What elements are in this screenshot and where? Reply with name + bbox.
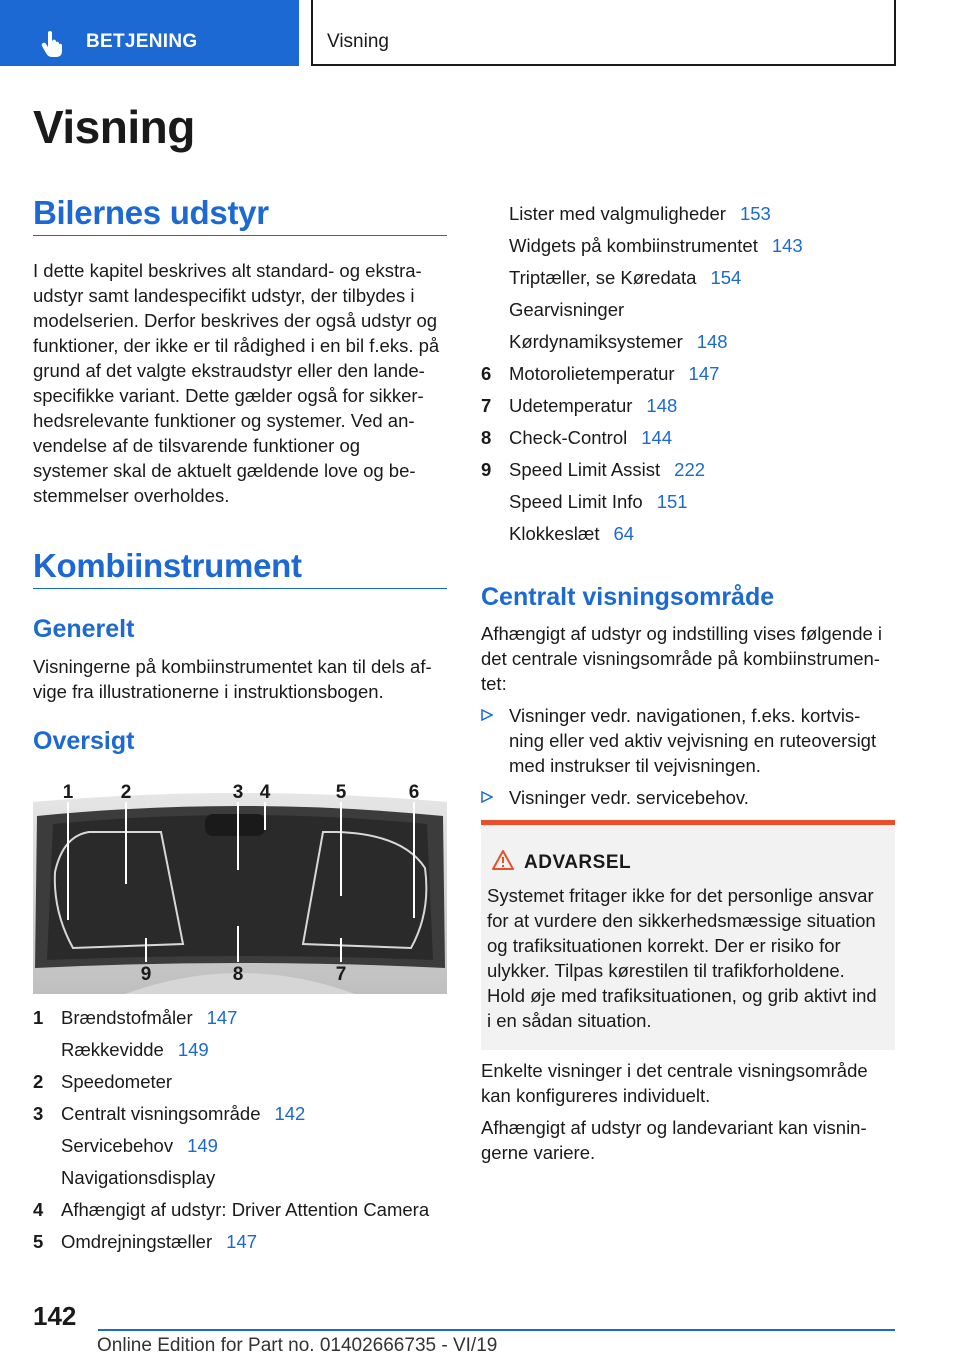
warning-text (487, 883, 891, 1033)
page-title: Visning (33, 101, 195, 153)
subheading-central: Centralt visningsområde (481, 583, 775, 611)
page-header-label: Visning (327, 31, 389, 52)
legend-item (481, 203, 901, 235)
legend-item (33, 1135, 453, 1167)
callout-label: 7 (335, 964, 347, 985)
section-heading-cluster: Kombiinstrument (33, 547, 302, 584)
legend-text-wrap (61, 1199, 429, 1221)
footer-rule (98, 1329, 895, 1331)
legend-number: 1 (33, 1007, 44, 1028)
legend-item (481, 491, 901, 523)
legend-number: 5 (33, 1231, 44, 1252)
legend-text: Gearvisninger (509, 299, 625, 320)
callout-label: 3 (232, 782, 244, 803)
legend-text: Check-Control (509, 427, 628, 448)
legend-item (481, 459, 901, 491)
legend-text: Triptæller, se Køredata (509, 267, 697, 288)
footer-edition: Online Edition for Part no. 01402666735 - VI/19 (97, 1335, 498, 1356)
text-line: funktioner, der ikke er til rådighed i en bil f.eks. på (33, 335, 440, 356)
page-reference-link[interactable]: 149 (187, 1135, 218, 1156)
legend-text: Rækkevidde (61, 1039, 164, 1060)
legend-list-left (33, 1007, 453, 1263)
legend-text-wrap (509, 427, 672, 449)
legend-text-wrap (61, 1167, 215, 1189)
legend-item (33, 1039, 453, 1071)
text-line: Visninger vedr. servicebehov. (509, 787, 749, 808)
text-line: for at vurdere den sikkerhedsmæssige situation (487, 910, 876, 931)
text-line: tet: (481, 673, 507, 694)
closing-paragraph (481, 1058, 901, 1108)
text-line: stemmelser overholdes. (33, 485, 230, 506)
page-reference-link[interactable]: 151 (656, 491, 688, 512)
legend-text: Brændstofmåler (61, 1007, 193, 1028)
text-line: Hold øje med trafiksituationen, og grib aktivt ind (487, 985, 877, 1006)
text-line: Afhængigt af udstyr og landevariant kan visnin- (481, 1117, 867, 1138)
legend-text-wrap (61, 1007, 237, 1029)
subheading-general: Generelt (33, 615, 135, 643)
page-reference-link[interactable]: 222 (674, 459, 706, 480)
legend-text: Kørdynamiksystemer (509, 331, 683, 352)
page-reference-link[interactable]: 148 (646, 395, 678, 416)
text-line: udstyr samt landespecifikt udstyr, der tilbydes i (33, 285, 415, 306)
legend-item (33, 1071, 453, 1103)
page-reference-link[interactable]: 149 (177, 1039, 209, 1060)
text-line: vendelse af de tilsvarende funktioner og (33, 435, 361, 456)
legend-text-wrap (509, 299, 624, 321)
bullet-item (481, 703, 901, 778)
callout-label: 5 (335, 782, 347, 803)
bullet-triangle-icon (481, 791, 493, 803)
legend-text-wrap (61, 1135, 218, 1157)
text-line: Visningerne på kombiinstrumentet kan til dels af- (33, 656, 432, 677)
central-bullets (481, 703, 901, 817)
warning-box (481, 820, 895, 1050)
page-reference-link[interactable]: 147 (226, 1231, 258, 1252)
callout-label: 4 (259, 782, 271, 803)
legend-text-wrap (509, 459, 705, 481)
callout-label: 1 (62, 782, 74, 803)
page-reference-link[interactable]: 142 (274, 1103, 306, 1124)
bullet-triangle-icon (481, 709, 493, 721)
text-line: I dette kapitel beskrives alt standard- og ekstra- (33, 260, 422, 281)
equipment-paragraph (33, 258, 453, 508)
legend-text: Centralt visningsområde (61, 1103, 261, 1124)
text-line: Afhængigt af udstyr og indstilling vises følgende i (481, 623, 883, 644)
legend-text-wrap (61, 1103, 305, 1125)
legend-text: Widgets på kombiinstrumentet (509, 235, 758, 256)
callout-label: 6 (408, 782, 420, 803)
legend-text: Klokkeslæt (509, 523, 600, 544)
section-rule (33, 235, 447, 236)
legend-text: Afhængigt af udstyr: Driver Attention Camera (61, 1199, 430, 1220)
legend-number: 7 (481, 395, 492, 416)
legend-list-right (481, 203, 901, 555)
legend-number: 4 (33, 1199, 44, 1220)
instrument-cluster-figure (33, 772, 447, 994)
text-line: hedsrelevante funktioner og systemer. Ved an- (33, 410, 415, 431)
legend-text: Speed Limit Assist (509, 459, 661, 480)
section-label: BETJENING (86, 31, 198, 52)
legend-text: Speedometer (61, 1071, 173, 1092)
page-header-title (311, 0, 896, 66)
callout-label: 2 (120, 782, 132, 803)
page-reference-link[interactable]: 154 (710, 267, 742, 288)
legend-item (33, 1231, 453, 1263)
legend-item (481, 363, 901, 395)
section-heading-equipment: Bilernes udstyr (33, 194, 269, 231)
legend-text-wrap (61, 1231, 257, 1253)
legend-text-wrap (509, 331, 728, 353)
legend-number: 3 (33, 1103, 44, 1124)
subheading-overview: Oversigt (33, 727, 135, 755)
text-line: med instrukser til vejvisningen. (509, 755, 761, 776)
text-line: Systemet fritager ikke for det personlige ansvar (487, 885, 874, 906)
text-line: vige fra illustrationerne i instruktionsbogen. (33, 681, 384, 702)
legend-text-wrap (509, 523, 634, 545)
text-line: i en sådan situation. (487, 1010, 652, 1031)
page-number: 142 (33, 1301, 77, 1331)
text-line: modelserien. Derfor beskrives der også udstyr og (33, 310, 438, 331)
legend-item (33, 1007, 453, 1039)
warning-triangle-icon (491, 849, 515, 871)
legend-number: 8 (481, 427, 492, 448)
callout-label: 8 (232, 964, 244, 985)
text-line: ning eller ved aktiv vejvisning en ruteoversigt (509, 730, 877, 751)
legend-number: 9 (481, 459, 492, 480)
text-line: det centrale visningsområde på kombiinstrumen- (481, 648, 880, 669)
page-reference-link[interactable]: 147 (688, 363, 720, 384)
central-intro (481, 621, 901, 696)
page-reference-link[interactable]: 143 (771, 235, 803, 256)
legend-item (481, 395, 901, 427)
legend-text-wrap (509, 203, 771, 225)
legend-item (481, 331, 901, 363)
legend-item (481, 235, 901, 267)
legend-text: Motorolietemperatur (509, 363, 675, 384)
text-line: og trafiksituationen korrekt. Der er risiko for (487, 935, 841, 956)
legend-text: Udetemperatur (509, 395, 633, 416)
closing-paragraph (481, 1115, 901, 1165)
text-line: specifikke variant. Dette gælder også for sikker- (33, 385, 424, 406)
legend-text-wrap (509, 395, 677, 417)
hand-pointer-icon (38, 28, 68, 58)
legend-number: 2 (33, 1071, 44, 1092)
page-reference-link[interactable]: 147 (206, 1007, 238, 1028)
legend-number: 6 (481, 363, 492, 384)
text-line: Visninger vedr. navigationen, f.eks. kortvis- (509, 705, 861, 726)
warning-title: ADVARSEL (524, 852, 632, 873)
legend-item (481, 427, 901, 459)
text-line: grund af det valgte ekstraudstyr eller den lande- (33, 360, 425, 381)
legend-text-wrap (61, 1071, 172, 1093)
legend-text-wrap (509, 363, 719, 385)
legend-text: Navigationsdisplay (61, 1167, 216, 1188)
legend-item (33, 1199, 453, 1231)
legend-text-wrap (509, 267, 741, 289)
legend-item (33, 1167, 453, 1199)
general-paragraph (33, 654, 453, 704)
legend-text-wrap (509, 235, 803, 257)
legend-text-wrap (61, 1039, 209, 1061)
legend-text: Servicebehov (61, 1135, 174, 1156)
page-reference-link[interactable]: 148 (696, 331, 728, 352)
section-rule (33, 588, 447, 589)
legend-text: Speed Limit Info (509, 491, 643, 512)
legend-text-wrap (509, 491, 688, 513)
text-line: kan konfigureres individuelt. (481, 1085, 711, 1106)
legend-item (481, 523, 901, 555)
page-reference-link[interactable]: 144 (641, 427, 673, 448)
text-line: ulykker. Tilpas kørestilen til trafikforholdene. (487, 960, 845, 981)
legend-item (481, 267, 901, 299)
text-line: gerne variere. (481, 1142, 596, 1163)
section-tab[interactable] (0, 0, 299, 66)
page-reference-link[interactable]: 153 (739, 203, 771, 224)
page-reference-link[interactable]: 64 (613, 523, 635, 544)
legend-item (481, 299, 901, 331)
text-line: Enkelte visninger i det centrale visningsområde (481, 1060, 868, 1081)
callout-label: 9 (140, 964, 152, 985)
text-line: systemer skal de aktuelt gældende love og be- (33, 460, 416, 481)
legend-text: Omdrejningstæller (61, 1231, 213, 1252)
legend-text: Lister med valgmuligheder (509, 203, 726, 224)
legend-item (33, 1103, 453, 1135)
bullet-item (481, 785, 901, 810)
